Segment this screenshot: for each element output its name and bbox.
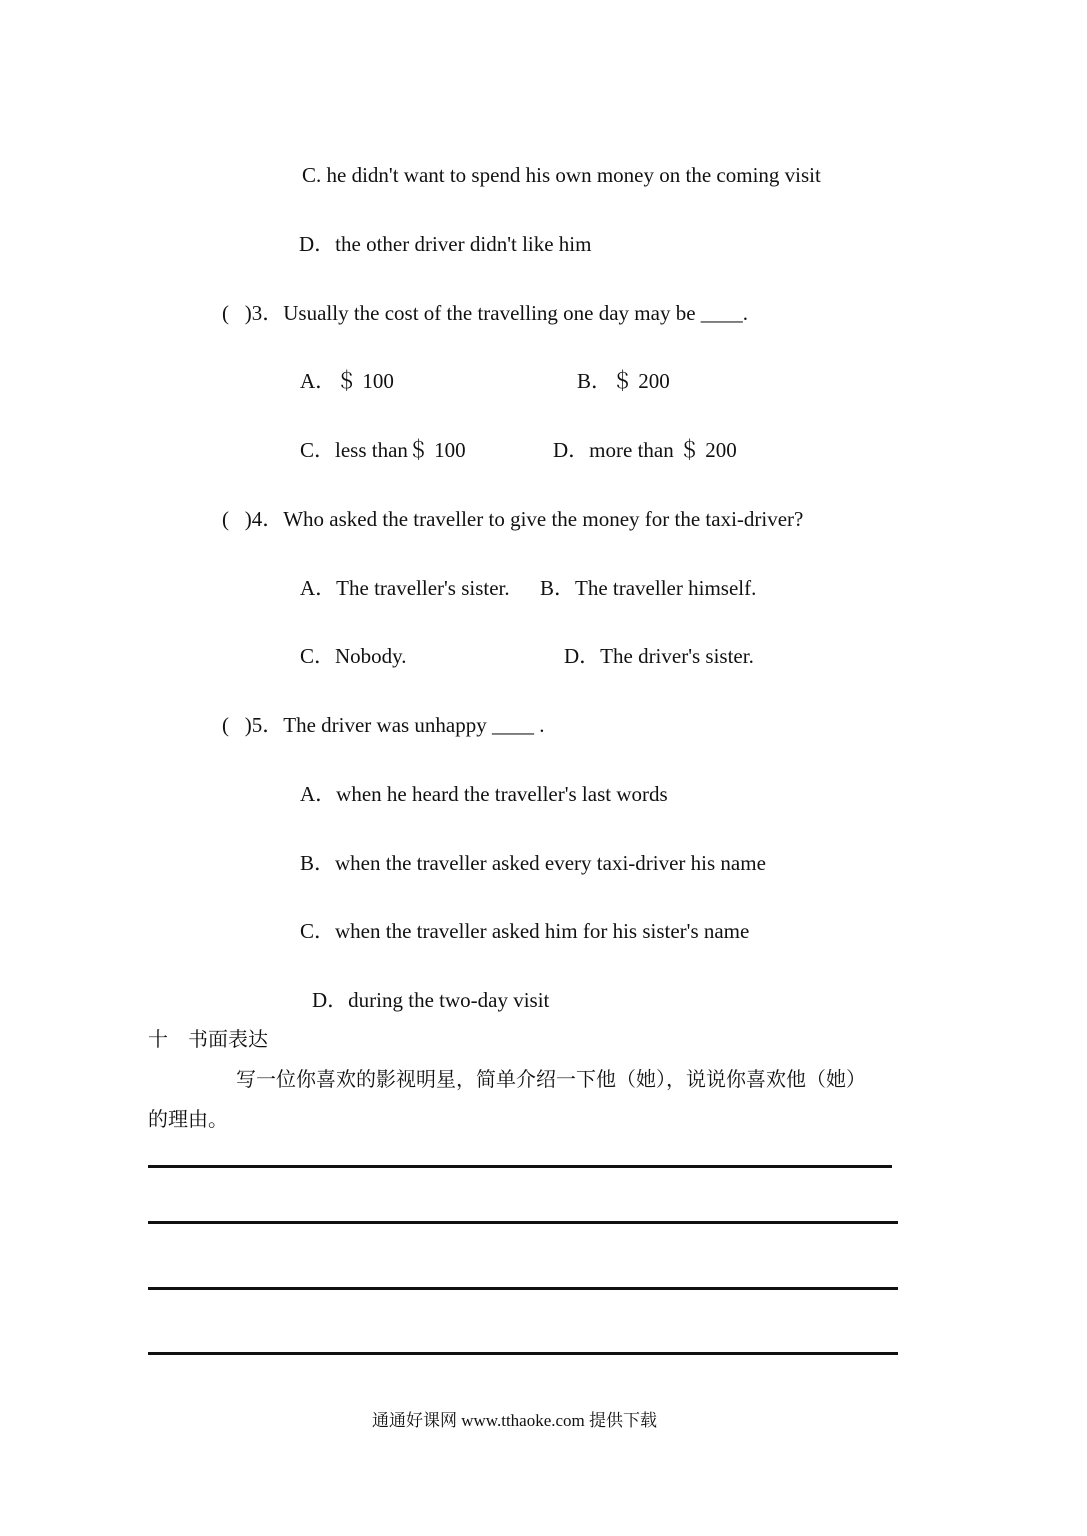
q4-option-a: A．The traveller's sister. bbox=[300, 576, 510, 600]
q2-option-d: D．the other driver didn't like him bbox=[299, 232, 592, 256]
q3-option-d: D．more than ＄ 200 bbox=[553, 438, 737, 462]
q5-option-a: A．when he heard the traveller's last words bbox=[300, 782, 668, 806]
footer-credit: 通通好课网 www.tthaoke.com 提供下载 bbox=[372, 1411, 658, 1430]
q5-option-b: B．when the traveller asked every taxi-driver his name bbox=[300, 851, 766, 875]
writing-prompt-line1: 写一位你喜欢的影视明星，简单介绍一下他（她），说说你喜欢他（她） bbox=[236, 1067, 866, 1091]
q3-option-a: A．＄ 100 bbox=[300, 369, 394, 393]
writing-prompt-line2: 的理由。 bbox=[148, 1107, 228, 1131]
q3-option-b: B．＄ 200 bbox=[577, 369, 670, 393]
answer-line-1 bbox=[148, 1165, 892, 1168]
q4-option-d: D．The driver's sister. bbox=[564, 644, 754, 668]
q4-option-b: B．The traveller himself. bbox=[540, 576, 757, 600]
q3-stem: ( )3．Usually the cost of the travelling one day may be ____. bbox=[222, 301, 749, 325]
answer-line-3 bbox=[148, 1287, 898, 1290]
q5-option-c: C．when the traveller asked him for his sister's name bbox=[300, 919, 750, 943]
writing-section-title: 十 书面表达 bbox=[148, 1027, 268, 1051]
answer-line-2 bbox=[148, 1221, 898, 1224]
q4-option-c: C．Nobody. bbox=[300, 644, 407, 668]
q5-option-d: D．during the two-day visit bbox=[312, 988, 550, 1012]
q2-option-c: C. he didn't want to spend his own money on the coming visit bbox=[302, 163, 821, 187]
answer-line-4 bbox=[148, 1352, 898, 1355]
q4-stem: ( )4．Who asked the traveller to give the money for the taxi-driver? bbox=[222, 507, 804, 531]
q5-stem: ( )5．The driver was unhappy ____ . bbox=[222, 713, 545, 737]
q3-option-c: C．less than＄ 100 bbox=[300, 438, 466, 462]
